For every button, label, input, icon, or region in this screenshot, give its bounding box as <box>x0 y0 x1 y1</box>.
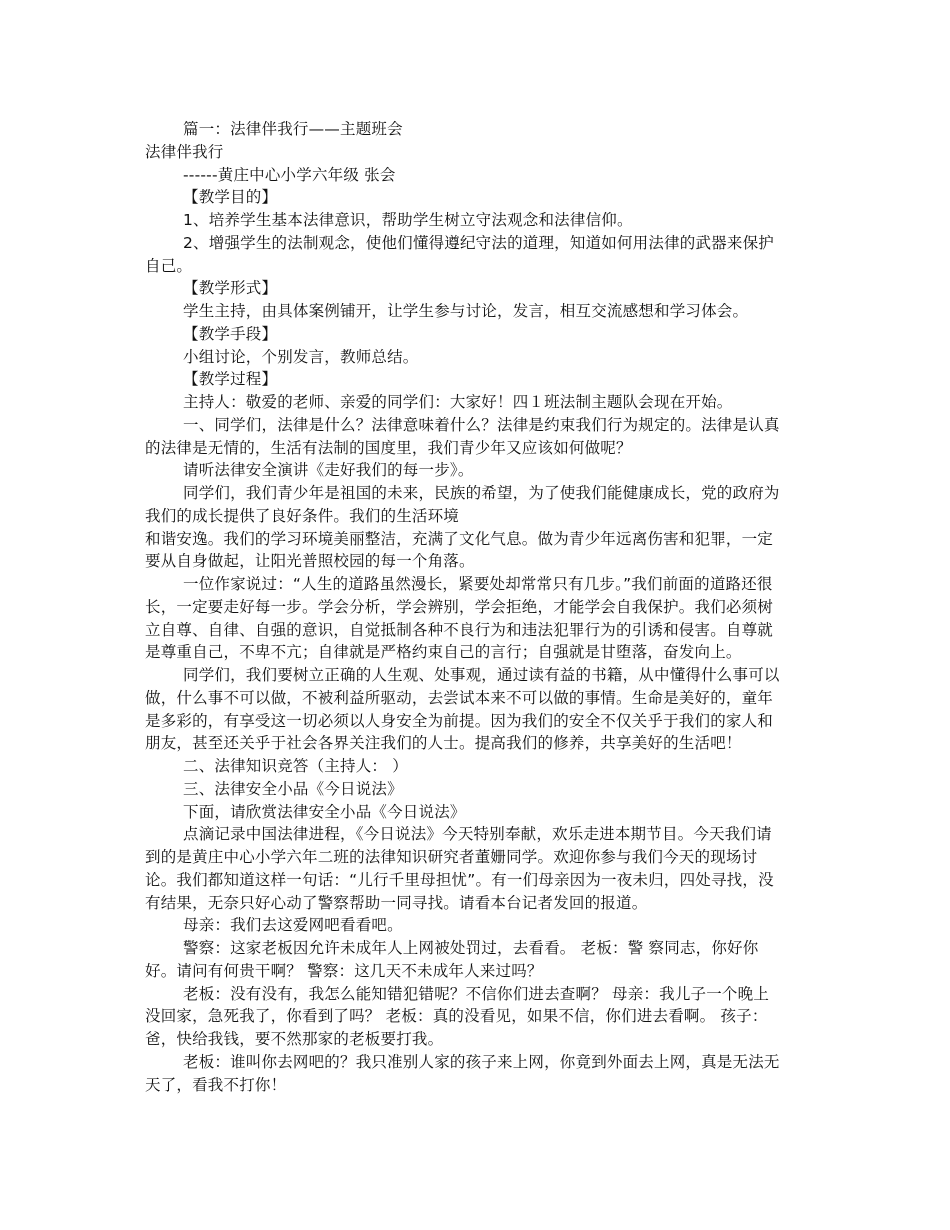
text-line: 小组讨论，个别发言，教师总结。 <box>183 348 419 366</box>
text-line: 论。我们都知道这样一句话：“儿行千里母担忧”。有一们母亲因为一夜未归，四处寻找，没 <box>145 871 774 889</box>
text-line: 主持人：敬爱的老师、亲爱的同学们：大家好！四１班法制主题队会现在开始。 <box>183 393 733 411</box>
text-line: 做，什么事不可以做，不被利益所驱动，去尝试本来不可以做的事情。生命是美好的，童年 <box>145 689 774 707</box>
text-line: 一、同学们，法律是什么？法律意味着什么？法律是约束我们行为规定的。法律是认真 <box>183 416 780 434</box>
text-line: 朋友，甚至还关乎于社会各界关注我们的人士。提高我们的修养，共享美好的生活吧！ <box>145 734 742 752</box>
text-line: 自己。 <box>145 257 193 275</box>
section-heading: 【教学目的】 <box>183 188 278 206</box>
text-line: 到的是黄庄中心小学六年二班的法律知识研究者董姗同学。欢迎你参与我们今天的现场讨 <box>145 848 758 866</box>
section-heading: 【教学手段】 <box>183 325 278 343</box>
text-line: 一位作家说过：“人生的道路虽然漫长，紧要处却常常只有几步。”我们前面的道路还很 <box>183 575 773 593</box>
text-line: 和谐安逸。我们的学习环境美丽整洁，充满了文化气息。做为青少年远离伤害和犯罪，一定 <box>145 530 774 548</box>
text-line: 是尊重自己，不卑不亢；自律就是严格约束自己的言行；自强就是甘堕落，奋发向上。 <box>145 643 742 661</box>
text-line: 点滴记录中国法律进程，《今日说法》今天特别奉献，欢乐走进本期节目。今天我们请 <box>183 825 772 843</box>
text-line: 爸，快给我钱，要不然那家的老板要打我。 <box>145 1030 444 1048</box>
text-line: 是多彩的，有享受这一切必须以人身安全为前提。因为我们的安全不仅关乎于我们的家人和 <box>145 712 774 730</box>
text-line: 老板：没有没有，我怎么能知错犯错呢？不信你们进去查啊？ 母亲：我儿子一个晚上 <box>183 985 770 1003</box>
text-line: 有结果，无奈只好心动了警察帮助一同寻找。请看本台记者发回的报道。 <box>145 894 648 912</box>
author-line: ------黄庄中心小学六年级 张会 <box>183 166 396 184</box>
text-line: 同学们，我们要树立正确的人生观、处事观，通过读有益的书籍，从中懂得什么事可以 <box>183 666 780 684</box>
text-line: 警察：这家老板因允许未成年人上网被处罚过，去看看。 老板：警 察同志，你好你 <box>183 939 759 957</box>
text-line: 的法律是无情的，生活有法制的国度里，我们青少年又应该如何做呢？ <box>145 439 632 457</box>
text-line: 立自尊、自律、自强的意识，自觉抵制各种不良行为和违法犯罪行为的引诱和侵害。自尊就 <box>145 621 774 639</box>
text-line: 二、法律知识竞答（主持人： ） <box>183 757 408 775</box>
text-line: 学生主持，由具体案例铺开，让学生参与讨论，发言，相互交流感想和学习体会。 <box>183 302 749 320</box>
text-line: 要从自身做起，让阳光普照校园的每一个角落。 <box>145 552 475 570</box>
text-line: 天了，看我不打你！ <box>145 1076 287 1094</box>
text-line: 老板：谁叫你去网吧的？我只准别人家的孩子来上网，你竟到外面去上网，真是无法无 <box>183 1053 780 1071</box>
subtitle: 法律伴我行 <box>145 143 224 161</box>
section-heading: 【教学过程】 <box>183 370 278 388</box>
text-line: 长，一定要走好每一步。学会分析，学会辨别，学会拒绝，才能学会自我保护。我们必须树 <box>145 598 774 616</box>
text-line: 母亲：我们去这爱网吧看看吧。 <box>183 916 403 934</box>
text-line: 2、增强学生的法制观念，使他们懂得遵纪守法的道理，知道如何用法律的武器来保护 <box>183 234 774 252</box>
text-line: 下面，请欣赏法律安全小品《今日说法》 <box>183 803 466 821</box>
text-line: 没回家，急死我了，你看到了吗？ 老板：真的没看见，如果不信，你们进去看啊。 孩子： <box>145 1007 768 1025</box>
text-line: 请听法律安全演讲《走好我们的每一步》。 <box>183 461 474 479</box>
text-line: 我们的成长提供了良好条件。我们的生活环境 <box>145 507 460 525</box>
document-title: 篇一：法律伴我行——主题班会 <box>183 120 403 138</box>
text-line: 1、培养学生基本法律意识，帮助学生树立守法观念和法律信仰。 <box>183 211 633 229</box>
section-heading: 【教学形式】 <box>183 279 278 297</box>
text-line: 同学们，我们青少年是祖国的未来，民族的希望，为了使我们能健康成长，党的政府为 <box>183 484 780 502</box>
text-line: 好。请问有何贵干啊？ 警察：这几天不未成年人来过吗？ <box>145 962 543 980</box>
text-line: 三、法律安全小品《今日说法》 <box>183 780 403 798</box>
